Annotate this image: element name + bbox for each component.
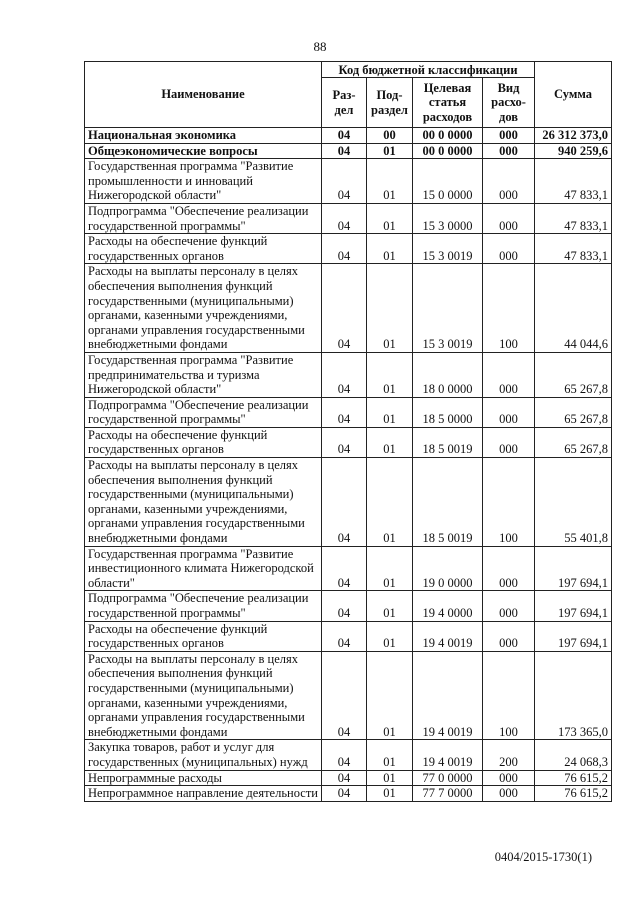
row-target: 19 4 0019 (413, 740, 483, 770)
table-row (85, 770, 612, 786)
row-target: 15 3 0019 (413, 234, 483, 264)
header-target: Целевая статья расходов (413, 78, 483, 128)
row-sum: 65 267,8 (535, 397, 612, 427)
row-sum: 173 365,0 (535, 651, 612, 740)
row-target: 77 0 0000 (413, 770, 483, 786)
header-podrazdel: Под- раздел (367, 78, 413, 128)
row-name: Расходы на выплаты персоналу в целях обеспечения выполнения функций государственными (муниципальными) органами, казенными учреждениями, органами управления государственными внебюджетными фондами (85, 651, 322, 740)
table-row (85, 786, 612, 802)
row-target: 19 4 0019 (413, 651, 483, 740)
row-razdel: 04 (322, 651, 367, 740)
row-target: 15 0 0000 (413, 159, 483, 204)
row-podrazdel: 01 (367, 770, 413, 786)
table-body (85, 128, 612, 802)
table-row (85, 159, 612, 204)
header-vid: Вид расхо- дов (483, 78, 535, 128)
row-podrazdel: 01 (367, 234, 413, 264)
table-row (85, 591, 612, 621)
row-vid: 100 (483, 651, 535, 740)
header-sum: Сумма (535, 62, 612, 128)
table-row (85, 546, 612, 591)
row-sum: 47 833,1 (535, 159, 612, 204)
row-vid: 100 (483, 264, 535, 353)
row-podrazdel: 01 (367, 591, 413, 621)
table-row (85, 651, 612, 740)
row-name: Расходы на выплаты персоналу в целях обеспечения выполнения функций государственными (муниципальными) органами, казенными учреждениями, органами управления государственными внебюджетными фондами (85, 264, 322, 353)
row-razdel: 04 (322, 143, 367, 159)
table-row (85, 264, 612, 353)
row-sum: 44 044,6 (535, 264, 612, 353)
row-vid: 000 (483, 234, 535, 264)
table-row (85, 740, 612, 770)
row-podrazdel: 00 (367, 128, 413, 144)
row-podrazdel: 01 (367, 621, 413, 651)
row-name: Государственная программа "Развитие промышленности и инноваций Нижегородской области" (85, 159, 322, 204)
row-vid: 000 (483, 203, 535, 233)
row-razdel: 04 (322, 128, 367, 144)
table-row (85, 397, 612, 427)
row-razdel: 04 (322, 591, 367, 621)
row-target: 18 0 0000 (413, 352, 483, 397)
row-vid: 000 (483, 128, 535, 144)
table-row (85, 128, 612, 144)
row-podrazdel: 01 (367, 203, 413, 233)
row-vid: 000 (483, 143, 535, 159)
row-name: Непрограммные расходы (85, 770, 322, 786)
row-sum: 47 833,1 (535, 203, 612, 233)
row-target: 18 5 0000 (413, 397, 483, 427)
row-sum: 47 833,1 (535, 234, 612, 264)
table-row (85, 234, 612, 264)
row-podrazdel: 01 (367, 143, 413, 159)
row-name: Расходы на обеспечение функций государственных органов (85, 427, 322, 457)
row-podrazdel: 01 (367, 427, 413, 457)
row-razdel: 04 (322, 264, 367, 353)
row-name: Общеэкономические вопросы (85, 143, 322, 159)
row-podrazdel: 01 (367, 264, 413, 353)
row-sum: 197 694,1 (535, 591, 612, 621)
row-razdel: 04 (322, 397, 367, 427)
document-number: 0404/2015-1730(1) (494, 850, 592, 864)
row-name: Подпрограмма "Обеспечение реализации государственной программы" (85, 591, 322, 621)
row-podrazdel: 01 (367, 786, 413, 802)
row-sum: 197 694,1 (535, 621, 612, 651)
row-sum: 65 267,8 (535, 427, 612, 457)
row-razdel: 04 (322, 159, 367, 204)
row-razdel: 04 (322, 546, 367, 591)
row-razdel: 04 (322, 740, 367, 770)
header-name: Наименование (85, 62, 322, 128)
table-row (85, 352, 612, 397)
row-razdel: 04 (322, 352, 367, 397)
row-vid: 200 (483, 740, 535, 770)
row-podrazdel: 01 (367, 651, 413, 740)
row-sum: 197 694,1 (535, 546, 612, 591)
row-sum: 940 259,6 (535, 143, 612, 159)
row-vid: 000 (483, 770, 535, 786)
row-vid: 100 (483, 458, 535, 547)
row-target: 00 0 0000 (413, 128, 483, 144)
header-code-group: Код бюджетной классификации (322, 62, 535, 78)
row-sum: 26 312 373,0 (535, 128, 612, 144)
row-target: 19 4 0019 (413, 621, 483, 651)
row-target: 15 3 0019 (413, 264, 483, 353)
row-name: Непрограммное направление деятельности (85, 786, 322, 802)
row-sum: 76 615,2 (535, 786, 612, 802)
row-podrazdel: 01 (367, 740, 413, 770)
row-vid: 000 (483, 621, 535, 651)
row-name: Национальная экономика (85, 128, 322, 144)
row-razdel: 04 (322, 786, 367, 802)
row-name: Подпрограмма "Обеспечение реализации государственной программы" (85, 397, 322, 427)
table-row (85, 143, 612, 159)
row-name: Расходы на обеспечение функций государственных органов (85, 621, 322, 651)
table-row (85, 427, 612, 457)
table-header (85, 62, 612, 128)
row-razdel: 04 (322, 770, 367, 786)
row-target: 18 5 0019 (413, 458, 483, 547)
row-vid: 000 (483, 591, 535, 621)
table-row (85, 621, 612, 651)
row-podrazdel: 01 (367, 458, 413, 547)
row-vid: 000 (483, 397, 535, 427)
budget-table (84, 61, 612, 802)
row-target: 77 7 0000 (413, 786, 483, 802)
row-vid: 000 (483, 786, 535, 802)
row-sum: 24 068,3 (535, 740, 612, 770)
row-target: 00 0 0000 (413, 143, 483, 159)
row-podrazdel: 01 (367, 546, 413, 591)
row-vid: 000 (483, 352, 535, 397)
row-name: Государственная программа "Развитие предпринимательства и туризма Нижегородской области" (85, 352, 322, 397)
row-podrazdel: 01 (367, 159, 413, 204)
row-name: Закупка товаров, работ и услуг для государственных (муниципальных) нужд (85, 740, 322, 770)
row-target: 19 0 0000 (413, 546, 483, 591)
row-vid: 000 (483, 546, 535, 591)
row-target: 15 3 0000 (413, 203, 483, 233)
row-name: Государственная программа "Развитие инвестиционного климата Нижегородской области" (85, 546, 322, 591)
row-razdel: 04 (322, 621, 367, 651)
page-number: 88 (313, 39, 327, 54)
table-row (85, 458, 612, 547)
row-razdel: 04 (322, 427, 367, 457)
row-target: 19 4 0000 (413, 591, 483, 621)
row-sum: 65 267,8 (535, 352, 612, 397)
row-sum: 76 615,2 (535, 770, 612, 786)
row-name: Расходы на обеспечение функций государственных органов (85, 234, 322, 264)
row-vid: 000 (483, 159, 535, 204)
row-podrazdel: 01 (367, 397, 413, 427)
row-razdel: 04 (322, 234, 367, 264)
table-row (85, 203, 612, 233)
row-target: 18 5 0019 (413, 427, 483, 457)
row-sum: 55 401,8 (535, 458, 612, 547)
row-razdel: 04 (322, 458, 367, 547)
row-razdel: 04 (322, 203, 367, 233)
row-vid: 000 (483, 427, 535, 457)
header-razdel: Раз- дел (322, 78, 367, 128)
row-podrazdel: 01 (367, 352, 413, 397)
row-name: Расходы на выплаты персоналу в целях обеспечения выполнения функций государственными (муниципальными) органами, казенными учреждениями, органами управления государственными внебюджетными фондами (85, 458, 322, 547)
row-name: Подпрограмма "Обеспечение реализации государственной программы" (85, 203, 322, 233)
